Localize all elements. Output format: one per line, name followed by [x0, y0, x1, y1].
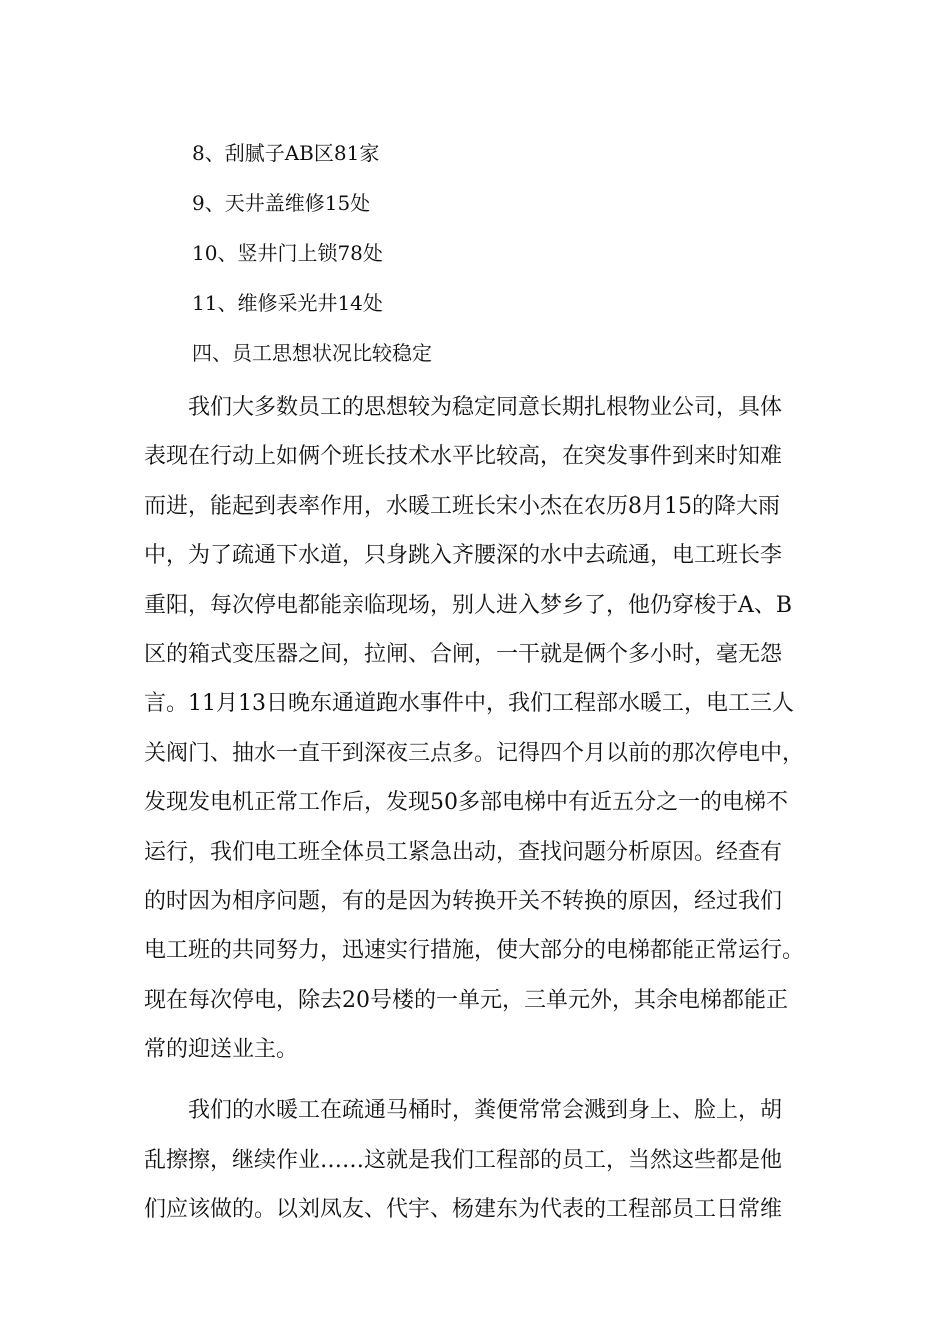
paragraph-line: 而进，能起到表率作用，水暖工班长宋小杰在农历8月15的降大雨 [144, 493, 780, 519]
paragraph-line: 我们大多数员工的思想较为稳定同意长期扎根物业公司，具体 [144, 395, 783, 420]
paragraph-line: 言。11月13日晚东通道跑水事件中，我们工程部水暖工，电工三人 [144, 691, 794, 717]
paragraph-line: 关阀门、抽水一直干到深夜三点多。记得四个月以前的那次停电中， [144, 740, 805, 766]
paragraph-line: 我们的水暖工在疏通马桶时，粪便常常会溅到身上、脸上，胡 [144, 1098, 783, 1124]
paragraph-line: 表现在行动上如俩个班长技术水平比较高，在突发事件到来时知难 [144, 444, 783, 470]
task-list [144, 133, 950, 333]
paragraph-line: 的时因为相序问题，有的是因为转换开关不转换的原因，经过我们 [144, 888, 783, 914]
paragraph-line: 乱擦擦，继续作业……这就是我们工程部的员工，当然这些都是他 [144, 1147, 783, 1173]
list-item: 11、维修采光井14处 [192, 291, 383, 315]
paragraph-line: 区的箱式变压器之间，拉闸、合闸，一干就是俩个多小时，毫无怨 [144, 641, 783, 667]
list-item: 8、刮腻子AB区81家 [192, 141, 380, 165]
paragraph-1 [144, 383, 809, 1074]
paragraph-line: 现在每次停电，除去20号楼的一单元，三单元外，其余电梯都能正 [144, 987, 788, 1013]
section-heading: 四、员工思想状况比较稳定 [192, 341, 432, 365]
list-item: 9、天井盖维修15处 [192, 191, 371, 215]
paragraph-line: 电工班的共同努力，迅速实行措施，使大部分的电梯都能正常运行。 [144, 938, 805, 964]
paragraph-line: 运行，我们电工班全体员工紧急出动，查找问题分析原因。经查有 [144, 839, 783, 865]
paragraph-line: 重阳，每次停电都能亲临现场，别人进入梦乡了，他仍穿梭于A、B [144, 592, 793, 618]
paragraph-line: 们应该做的。以刘凤友、代宇、杨建东为代表的工程部员工日常维 [144, 1197, 783, 1223]
paragraph-line: 常的迎送业主。 [144, 1037, 299, 1063]
paragraph-line: 发现发电机正常工作后，发现50多部电梯中有近五分之一的电梯不 [144, 790, 788, 816]
list-item: 10、竖井门上锁78处 [192, 241, 383, 265]
paragraph-line: 中，为了疏通下水道，只身跳入齐腰深的水中去疏通，电工班长李 [144, 543, 783, 569]
paragraph-2 [144, 1086, 809, 1234]
